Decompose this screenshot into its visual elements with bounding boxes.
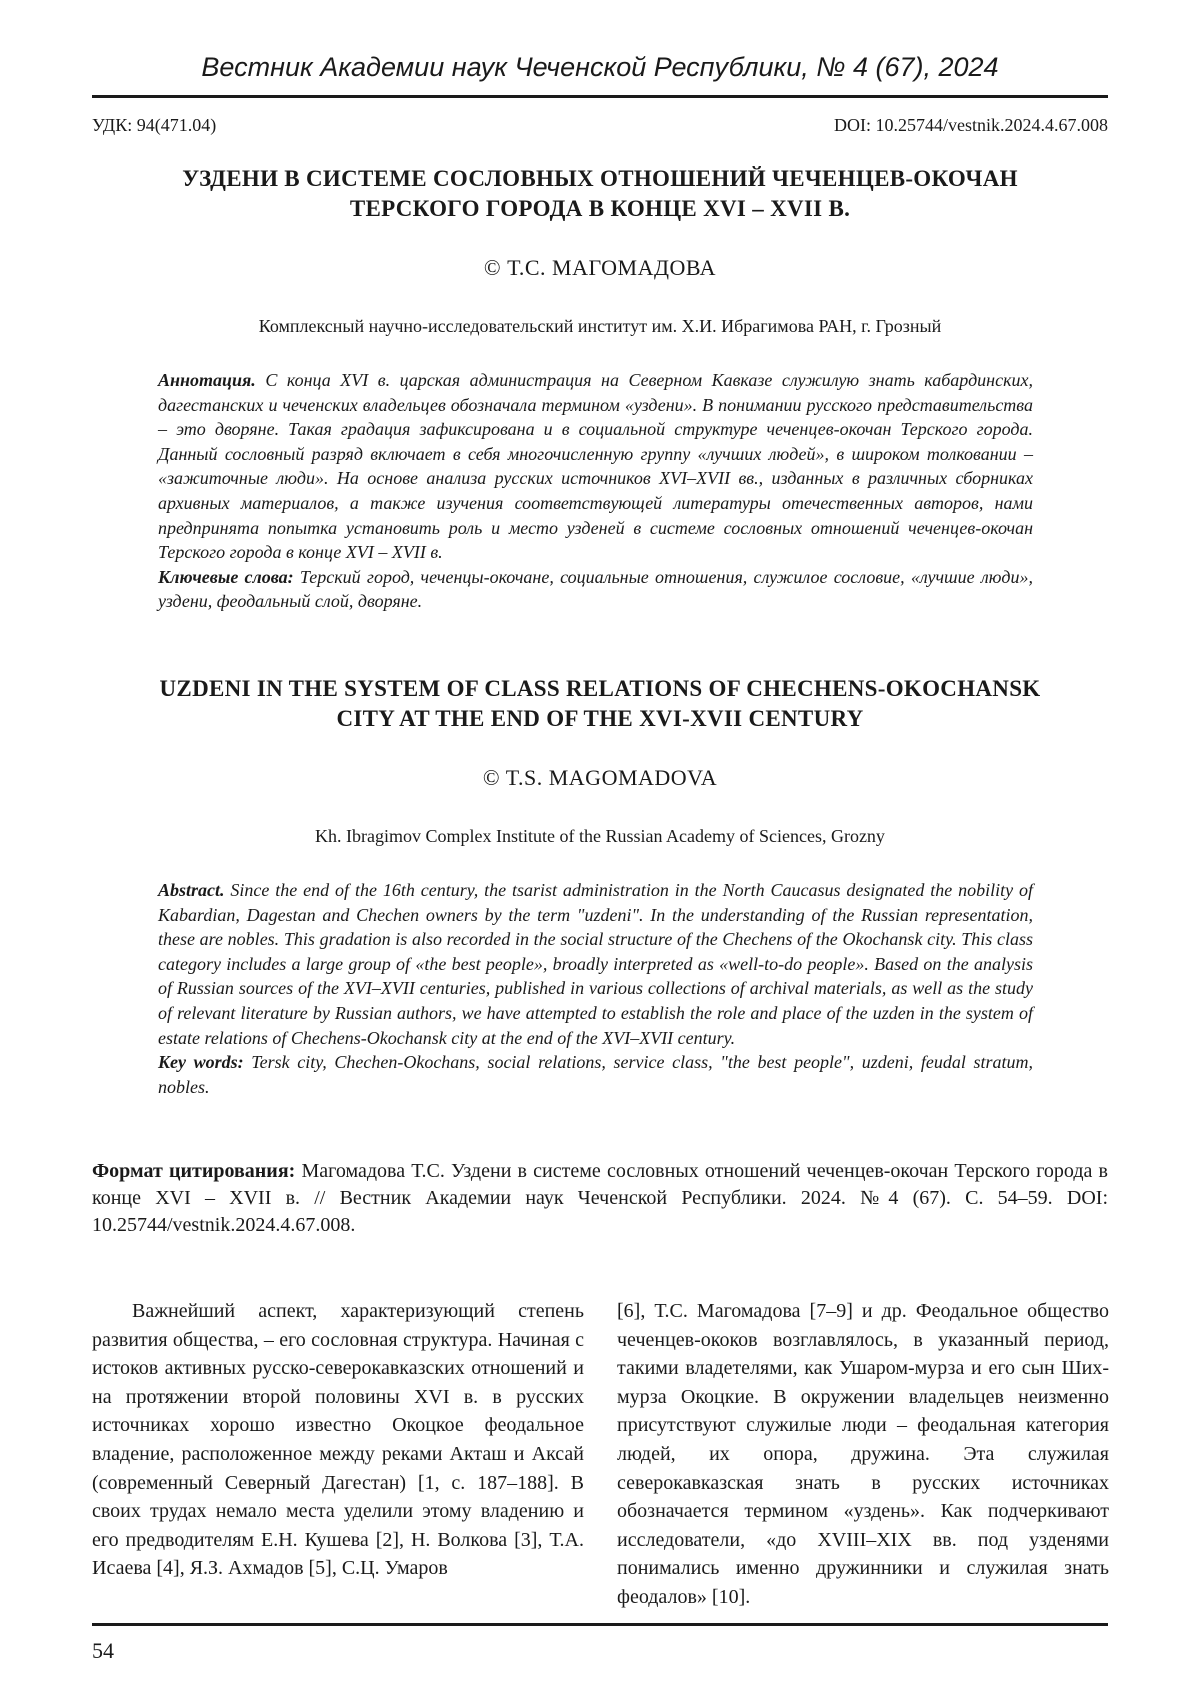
citation-text: Магомадова Т.С. Уздени в системе сословных отношений чеченцев-окочан Терского города в конце XVI – XVII в. // Вестник Академии наук Чеченской Республики. 2024. №4 (67). С. 54–59. DOI: 10.25744/vestnik.2024.4.67.008. [92, 1160, 1109, 1236]
keywords-en-text: Tersk city, Chechen-Okochans, social relations, service class, "the best people", uzdeni, feudal stratum, nobles. [158, 1052, 1033, 1097]
page-number: 54 [92, 1638, 114, 1663]
title-ru-line-1: УЗДЕНИ В СИСТЕМЕ СОСЛОВНЫХ ОТНОШЕНИЙ ЧЕЧЕНЦЕВ-ОКОЧАН [182, 166, 1018, 191]
article-title-en [92, 674, 1108, 734]
affiliation-ru: Комплексный научно-исследовательский институт им. Х.И. Ибрагимова РАН, г. Грозный [258, 316, 942, 336]
keywords-ru-text: Терский город, чеченцы-окочане, социальные отношения, служилое сословие, «лучшие люди», уздени, феодальный слой, дворяне. [158, 566, 1033, 612]
abstract-en-label: Abstract. [158, 880, 225, 900]
keywords-ru-paragraph [158, 565, 1033, 614]
title-ru-line-2: ТЕРСКОГО ГОРОДА В КОНЦЕ XVI – XVII В. [349, 196, 851, 221]
body-column-left: Важнейший аспект, характеризующий степень развития общества, – его сословная структура. Начиная с истоков активных русско-северокавказских отношений и на протяжении второй половины XVI в. в русских источниках хорошо известно Окоцкое феодальное владение, расположенное между реками Акташ и Аксай (современный Северный Дагестан) [1, с. 187–188]. В своих трудах немало места уделили этому владению и его предводителям Е.Н. Кушева [2], Н. Волкова [3], Т.А. Исаева [4], Я.З. Ахмадов [5], С.Ц. Умаров [92, 1300, 584, 1580]
footer-rule [92, 1623, 1108, 1626]
title-en-line-2: CITY AT THE END OF THE XVI-XVII CENTURY [336, 706, 864, 731]
citation-label: Формат цитирования: [92, 1160, 296, 1182]
author-ru: © Т.С. МАГОМАДОВА [483, 255, 717, 280]
affiliation-en: Kh. Ibragimov Complex Institute of the Russian Academy of Sciences, Grozny [315, 826, 885, 846]
article-title-ru [92, 164, 1108, 224]
title-en-line-1: UZDENI IN THE SYSTEM OF CLASS RELATIONS OF CHECHENS-OKOCHANSK [159, 676, 1041, 701]
keywords-ru-label: Ключевые слова: [158, 566, 294, 587]
udk-code: УДК: 94(471.04) [92, 115, 217, 135]
doi-link[interactable]: DOI: 10.25744/vestnik.2024.4.67.008 [834, 115, 1108, 135]
abstract-ru [158, 368, 1033, 614]
body-column-right: [6], Т.С. Магомадова [7–9] и др. Феодальное общество чеченцев-ококов возглавлялось, в указанный период, такими владетелями, как Ушаром-мурза и его сын Ших-мурза Окоцкие. В окружении владельцев неизменно присутствуют служилые люди – феодальная категория людей, их опора, дружина. Эта служилая северокавказская знать в русских источниках обозначается термином «уздень». Как подчеркивают исследователи, «до XVIII–XIX вв. под узденями понимались именно дружинники и служилая знать феодалов» [10]. [617, 1300, 1109, 1608]
abstract-ru-text: С конца XVI в. царская администрация на Северном Кавказе служилую знать кабардинских, дагестанских и чеченских владельцев обозначала термином «уздени». В понимании русского представительства – это дворяне. Такая градация зафиксирована и в социальной структуре чеченцев-окочан Терского города. Данный сословный разряд включает в себя многочисленную группу «лучших людей», в широком толковании – «зажиточные люди». На основе анализа русских источников XVI–XVII вв., изданных в различных сборниках архивных материалов, а также изучения соответствующей литературы отечественных авторов, нами предпринята попытка установить роль и место узденей в системе сословных отношений чеченцев-окочан Терского города в конце XVI – XVII в. [158, 370, 1033, 563]
abstract-en-text: Since the end of the 16th century, the tsarist administration in the North Caucasus designated the nobility of Kabardian, Dagestan and Chechen owners by the term "uzdeni". In the understanding of the Russian representation, these are nobles. This gradation is also recorded in the social structure of the Chechens of the Okochansk city. This class category includes a large group of «the best people», broadly interpreted as «well-to-do people». Based on the analysis of Russian sources of the XVI–XVII centuries, published in various collections of archival materials, as well as the study of relevant literature by Russian authors, we have attempted to establish the role and place of the uzden in the system of estate relations of Chechens-Okochansk city at the end of the XVI–XVII century. [158, 880, 1034, 1048]
author-en: © T.S. MAGOMADOVA [482, 765, 718, 790]
abstract-en [158, 878, 1033, 1099]
abstract-ru-paragraph [158, 368, 1033, 565]
header-rule [92, 95, 1108, 98]
journal-header: Вестник Академии наук Чеченской Республики, № 4 (67), 2024 [201, 52, 999, 82]
abstract-ru-label: Аннотация. [158, 370, 256, 390]
abstract-en-paragraph [158, 878, 1033, 1050]
citation-format [92, 1158, 1108, 1239]
keywords-en-paragraph [158, 1050, 1033, 1099]
keywords-en-label: Key words: [158, 1052, 244, 1073]
